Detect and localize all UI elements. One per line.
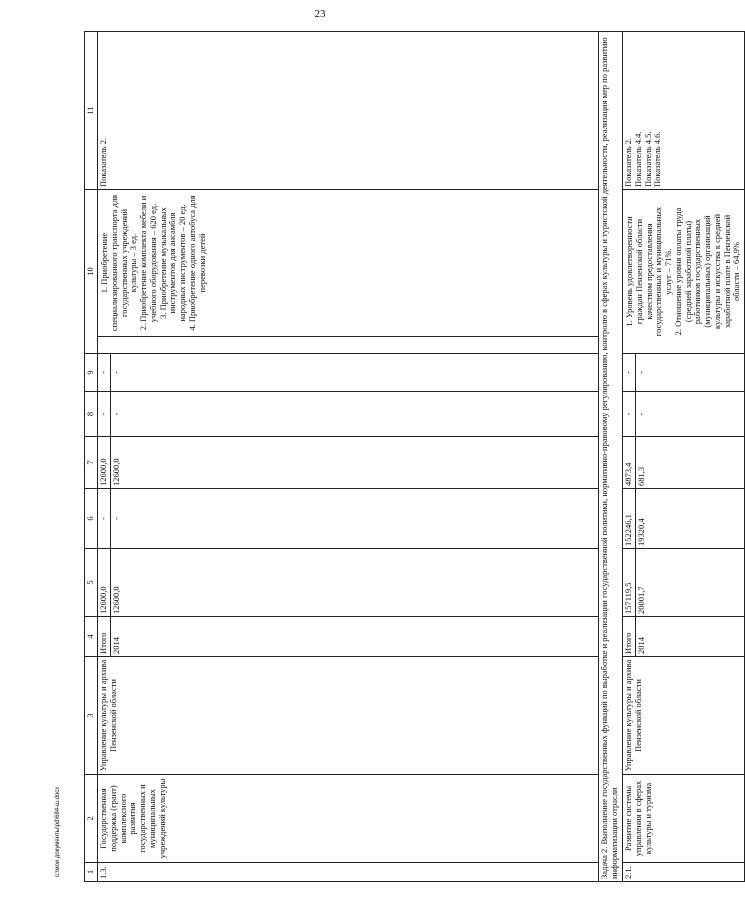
indicators-text: 1. Уровень удовлетворенности граждан Пензенской области качеством предоставления государственных и муниципальных услуг – 71%. 2. Отношение уровня оплаты труда (средней заработной платы) работников государственных (муниципальных) организаций культуры и искусства к средней заработной плате в Пензенской области – 64,9%: [623, 190, 745, 354]
value-cell: 12600,0: [110, 437, 598, 489]
value-cell: -: [98, 354, 111, 392]
col-header: 5: [85, 549, 98, 617]
period-total-label: Итого: [623, 617, 636, 657]
year-cell: 2014: [635, 617, 744, 657]
executor: Управление культуры и архива Пензенской области: [623, 657, 745, 775]
indicators-text: 1. Приобретение специализированного транспорта для государственных учреждений культуры – 3 ед. 2. Приобретение комплекта мебели и учебного оборудования – 620 ед. 3. Приобретение музыкальных инструментов для ансамбля народных инструментов – 20 ед. 4. Приобретение одного автобуса для перевозки детей: [98, 190, 598, 337]
col-header: 2: [85, 775, 98, 863]
footer-path: c:\мои документы\рd\684-ш.docx: [55, 786, 61, 877]
targets: Показатель 2. Показатель 4.4. Показатель 4.5. Показатель 4.6.: [623, 32, 745, 190]
row-number: 2.1.: [623, 863, 745, 882]
value-cell: 152246,1: [623, 489, 636, 549]
value-cell: -: [110, 354, 598, 392]
col-header: 6: [85, 489, 98, 549]
period-total-label: Итого: [98, 617, 111, 657]
year-cell: 2014: [110, 617, 598, 657]
table-row: [623, 32, 636, 882]
executor: Управление культуры и архива Пензенской области: [98, 657, 599, 775]
col-header: 8: [85, 392, 98, 437]
task-row: [599, 32, 623, 882]
value-cell: -: [110, 489, 598, 549]
targets: Показатель 2.: [98, 32, 599, 190]
col-header: 4: [85, 617, 98, 657]
value-cell: -: [98, 392, 111, 437]
col-header: 10: [85, 190, 98, 354]
table-row: [98, 32, 111, 882]
value-cell: -: [635, 354, 744, 392]
activity-name: Развитие системы управления в сферах культуры и туризма: [623, 775, 745, 863]
page-number: 23: [314, 8, 326, 20]
col-header: 7: [85, 437, 98, 489]
value-cell: 681,3: [635, 437, 744, 489]
indicators-cell: [98, 190, 599, 354]
col-header: 3: [85, 657, 98, 775]
value-cell: 157119,5: [623, 549, 636, 617]
value-cell: -: [635, 392, 744, 437]
col-header: 1: [85, 863, 98, 882]
col-header: 9: [85, 354, 98, 392]
value-cell: 12600,0: [98, 437, 111, 489]
col-header: 11: [85, 32, 98, 190]
value-cell: -: [98, 489, 111, 549]
row-number: 1.3.: [98, 863, 599, 882]
value-cell: 12600,0: [98, 549, 111, 617]
activity-name: Государственная поддержка (грант) комплексного развития государственных и муниципальных учреждений культуры: [98, 775, 599, 863]
value-cell: -: [623, 392, 636, 437]
header-row: [85, 32, 98, 882]
value-cell: -: [623, 354, 636, 392]
program-table: [84, 31, 745, 882]
value-cell: 19320,4: [635, 489, 744, 549]
value-cell: 20001,7: [635, 549, 744, 617]
value-cell: 4873,4: [623, 437, 636, 489]
rotated-table-container: [84, 32, 742, 882]
value-cell: -: [110, 392, 598, 437]
task-heading: Задача 2. Выполнение государственных функций по выработке и реализации государственной политики, нормативно-правовому регулированию, контролю в сферах культуры и туристской деятельности, реализация мер по развитию информатизации отрасли: [599, 32, 623, 882]
value-cell: 12600,0: [110, 549, 598, 617]
